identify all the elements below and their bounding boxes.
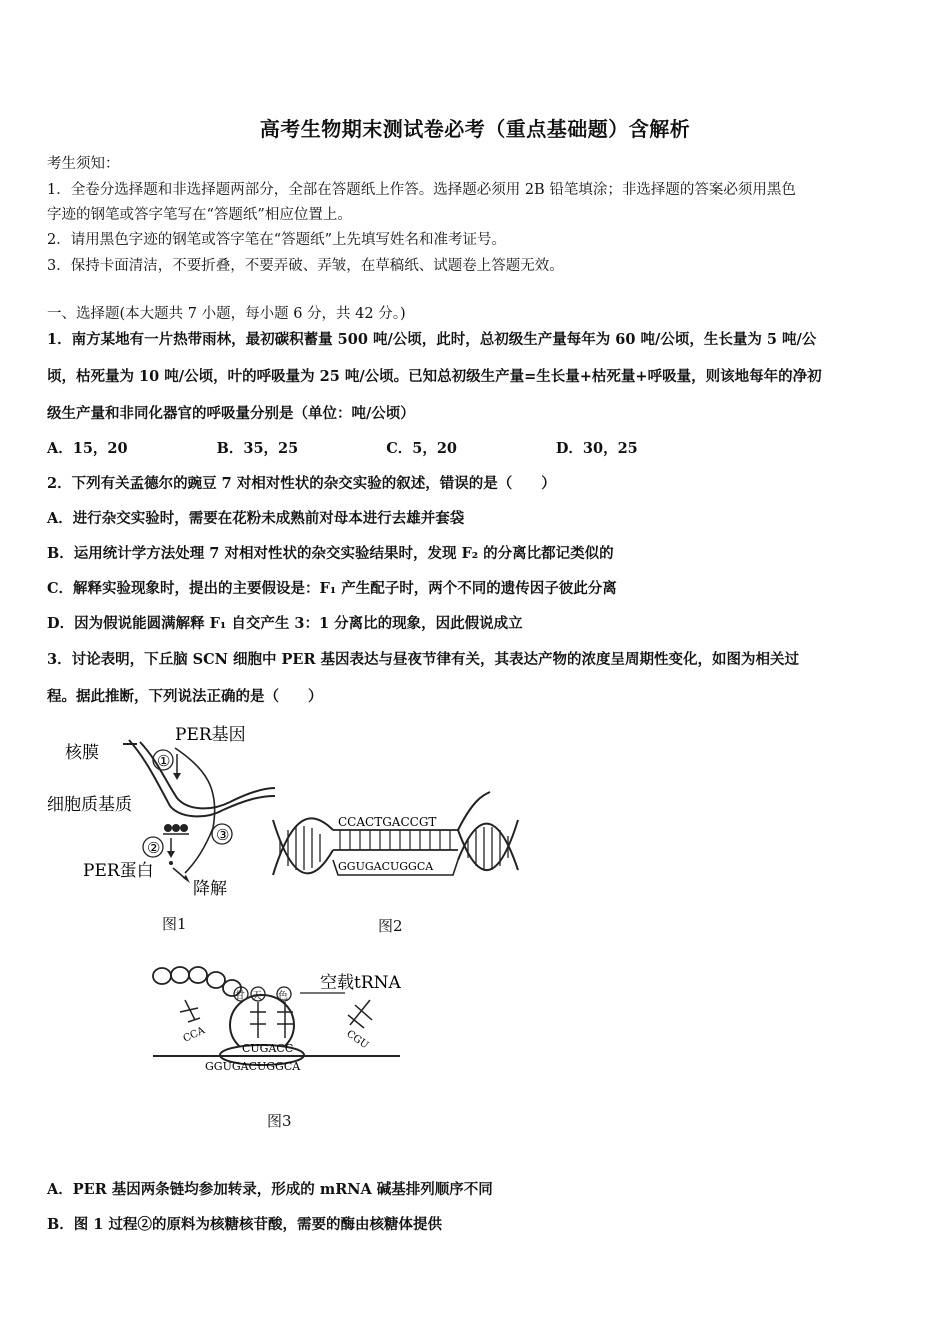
q3-option-a[interactable]: A．PER 基因两条链均参加转录，形成的 mRNA 碱基排列顺序不同 <box>47 1181 493 1198</box>
anticodons-mid: CUGACC <box>242 1042 294 1055</box>
q1-option-a[interactable]: A．15，20 <box>47 440 128 457</box>
notice-heading: 考生须知： <box>47 156 120 172</box>
q2-stem: 2．下列有关孟德尔的豌豆 7 对相对性状的杂交实验的叙述，错误的是（ ） <box>47 475 556 492</box>
amino-acid-2: 天 <box>252 991 262 1002</box>
notice-item: 2．请用黑色字迹的钢笔或答字笔在“答题纸”上先填写姓名和准考证号。 <box>47 232 507 248</box>
step-3: ③ <box>216 826 230 844</box>
q3-stem-line: 程。据此推断，下列说法正确的是（ ） <box>47 688 323 705</box>
per-protein-label: PER蛋白 <box>83 861 154 881</box>
amino-acid-3: 色 <box>278 991 288 1002</box>
q3-option-b[interactable]: B．图 1 过程②的原料为核糖核苷酸，需要的酶由核糖体提供 <box>47 1216 442 1233</box>
q1-option-c[interactable]: C．5，20 <box>386 440 458 457</box>
nuclear-membrane-label: 核膜 <box>65 743 99 763</box>
q1-option-d[interactable]: D．30，25 <box>555 440 638 457</box>
anticodon-right: CGU <box>344 1028 371 1052</box>
figure-3-mrna: GGUGACUGGCA <box>205 1060 301 1073</box>
q2-option-b[interactable]: B．运用统计学方法处理 7 对相对性状的杂交实验结果时，发现 F₂ 的分离比都记类似的 <box>47 545 614 562</box>
mrna-strand: GGUGACUGGCA <box>338 860 434 873</box>
step-2: ② <box>147 839 161 857</box>
q1-option-b[interactable]: B．35，25 <box>216 440 299 457</box>
q2-option-c[interactable]: C．解释实验现象时，提出的主要假设是：F₁ 产生配子时，两个不同的遗传因子彼此分离 <box>47 580 617 597</box>
page-title: 高考生物期末测试卷必考（重点基础题）含解析 <box>259 117 691 141</box>
dna-top-strand: CCACTGACCGT <box>338 815 437 829</box>
q2-option-d[interactable]: D．因为假说能圆满解释 F₁ 自交产生 3：1 分离比的现象，因此假说成立 <box>47 615 523 632</box>
q1-stem-line: 顷，枯死量为 10 吨/公顷，叶的呼吸量为 25 吨/公顷。已知总初级生产量=生长量+枯死量+呼吸量，则该地每年的净初 <box>47 368 822 385</box>
per-gene-label: PER基因 <box>175 725 246 745</box>
ribosome-cluster <box>163 824 189 834</box>
peptide-chain <box>153 967 241 996</box>
q2-option-a[interactable]: A．进行杂交实验时，需要在花粉未成熟前对母本进行去雄并套袋 <box>47 510 465 527</box>
empty-trna-label: 空载tRNA <box>320 973 401 993</box>
step-1: ① <box>157 752 171 770</box>
figure-2 <box>268 790 523 890</box>
figure-1 <box>45 718 275 938</box>
notice-item: 1．全卷分选择题和非选择题两部分，全部在答题纸上作答。选择题必须用 2B 铅笔填涂；非选择题的答案必须用黑色 <box>47 182 796 198</box>
figure-1-caption: 图1 <box>162 915 187 933</box>
figure-3 <box>150 960 420 1085</box>
anticodon-left: CCA <box>181 1025 207 1045</box>
figure-2-caption: 图2 <box>378 917 403 935</box>
notice-item: 3．保持卡面清洁，不要折叠，不要弄破、弄皱，在草稿纸、试题卷上答题无效。 <box>47 258 564 274</box>
amino-acid-1: 甘 <box>235 991 245 1002</box>
degradation-label: 降解 <box>193 879 227 899</box>
q3-stem-line: 3．讨论表明，下丘脑 SCN 细胞中 PER 基因表达与昼夜节律有关，其表达产物的浓度呈周期性变化，如图为相关过 <box>47 651 800 668</box>
notice-item: 字迹的钢笔或答字笔写在“答题纸”相应位置上。 <box>47 207 352 223</box>
q1-stem-line: 级生产量和非同化器官的呼吸量分别是（单位：吨/公顷） <box>47 405 415 422</box>
q1-stem-line: 1．南方某地有一片热带雨林，最初碳积蓄量 500 吨/公顷，此时，总初级生产量每年为 60 吨/公顷，生长量为 5 吨/公 <box>47 331 817 348</box>
q1-options <box>47 437 721 458</box>
cytoplasm-label: 细胞质基质 <box>47 795 132 815</box>
section-heading: 一、选择题(本大题共 7 小题，每小题 6 分，共 42 分。) <box>47 306 406 322</box>
figure-3-caption: 图3 <box>267 1112 292 1130</box>
